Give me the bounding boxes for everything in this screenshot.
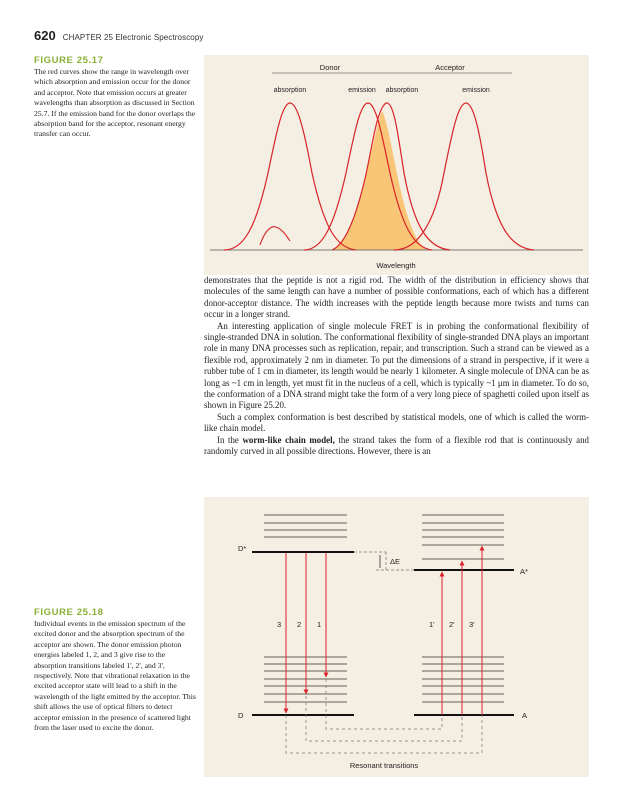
donor-excited-vibrational-levels bbox=[264, 515, 347, 537]
acceptor-ground-vibrational-levels bbox=[422, 657, 504, 702]
page-number: 620 bbox=[34, 28, 56, 43]
page-header bbox=[34, 27, 204, 43]
donor-absorption-curve bbox=[224, 103, 356, 250]
donor-arrow-label-1: 1 bbox=[317, 620, 322, 629]
body-text bbox=[204, 275, 589, 458]
paragraph-1: demonstrates that the peptide is not a rigid rod. The width of the distribution in efficiency shows that molecules of the same length can have a number of possible conformations, each of which has a different donor-acceptor distance. The width increases with the peptide length because more twists and turns can occur in a longer strand. bbox=[204, 275, 589, 320]
paragraph-4-rest: the strand takes the form of a flexible rod that is continuously and randomly curved in all possible directions. However, there is an bbox=[204, 434, 589, 457]
figure-25-17-panel bbox=[204, 55, 589, 275]
acceptor-excited-vibrational-levels bbox=[422, 515, 504, 559]
delta-e-label: ΔE bbox=[390, 557, 401, 566]
acceptor-arrow-label-3p: 3' bbox=[469, 620, 475, 629]
figure-25-17-label: FIGURE 25.17 bbox=[34, 55, 104, 66]
overlap-region bbox=[332, 111, 426, 250]
figure-25-18-label: FIGURE 25.18 bbox=[34, 607, 104, 618]
spectrum-plot bbox=[204, 55, 589, 275]
donor-excited-label: D* bbox=[238, 544, 247, 553]
paragraph-2: An interesting application of single molecule FRET is in probing the conformational flexibility of single-stranded DNA in solution. The conformational flexibility of single-stranded DNA plays an important role in many DNA processes such as replication, repair, and transcription. Such a strand can be viewed as a flexible rod, approximately 2 nm in diameter. To put the dimensions of a strand in perspective, if it were a rubber tube of 1 cm in diameter, its length would be nearly 1 kilometer. A single molecule of DNA can be as long as ~1 cm in length, yet must fit in the nucleus of a cell, which is typically ~1 μm in diameter. To do so, the conformation of a DNA strand might take the form of a very long piece of spaghetti coiled upon itself as shown in Figure 25.20. bbox=[204, 320, 589, 411]
acceptor-label: Acceptor bbox=[435, 63, 465, 72]
paragraph-4-lead: In the bbox=[217, 434, 243, 445]
acceptor-excited-label: A* bbox=[520, 567, 528, 576]
acceptor-arrow-label-2p: 2' bbox=[449, 620, 455, 629]
donor-label: Donor bbox=[319, 63, 341, 72]
worm-like-chain-term: worm-like chain model, bbox=[242, 434, 335, 445]
acceptor-ground-label: A bbox=[522, 711, 528, 720]
energy-diagram bbox=[204, 497, 589, 777]
curve-label-acceptor-emission: emission bbox=[462, 87, 490, 94]
curve-label-donor-emission: emission bbox=[348, 87, 376, 94]
running-head: CHAPTER 25 Electronic Spectroscopy bbox=[62, 33, 204, 42]
figure-25-17-caption: The red curves show the range in wavelength over which absorption and emission occur for the donor and acceptor. Note that emission occurs at greater wavelengths than absorption as discussed in Section 25.7. If the emission band for the donor overlaps the absorption band for the acceptor, resonant energy transfer can occur. bbox=[34, 67, 196, 139]
donor-ground-label: D bbox=[238, 711, 244, 720]
curve-label-acceptor-absorption: absorption bbox=[385, 87, 419, 94]
x-axis-label: Wavelength bbox=[376, 261, 416, 270]
donor-absorption-shoulder bbox=[260, 227, 290, 245]
paragraph-3: Such a complex conformation is best described by statistical models, one of which is called the worm-like chain model. bbox=[204, 411, 589, 434]
figure-25-18-panel bbox=[204, 497, 589, 777]
resonant-transitions-label: Resonant transitions bbox=[349, 761, 419, 770]
donor-arrow-label-3: 3 bbox=[277, 620, 282, 629]
paragraph-4 bbox=[204, 435, 589, 458]
curve-label-donor-absorption: absorption bbox=[273, 87, 307, 94]
acceptor-emission-curve bbox=[394, 103, 534, 250]
donor-arrow-label-2: 2 bbox=[297, 620, 302, 629]
figure-25-18-caption: Individual events in the emission spectrum of the excited donor and the absorption spectrum of the acceptor are shown. The donor emission photon energies labeled 1, 2, and 3 give rise to the absorption transitions labeled 1', 2', and 3', respectively. Note that vibrational relaxation in the excited acceptor state will lead to a shift in the wavelength of the light emitted by the acceptor. This shift allows the use of optical filters to detect acceptor emission in the presence of scattered light from the laser used to excite the donor. bbox=[34, 619, 196, 733]
acceptor-arrow-label-1p: 1' bbox=[429, 620, 435, 629]
